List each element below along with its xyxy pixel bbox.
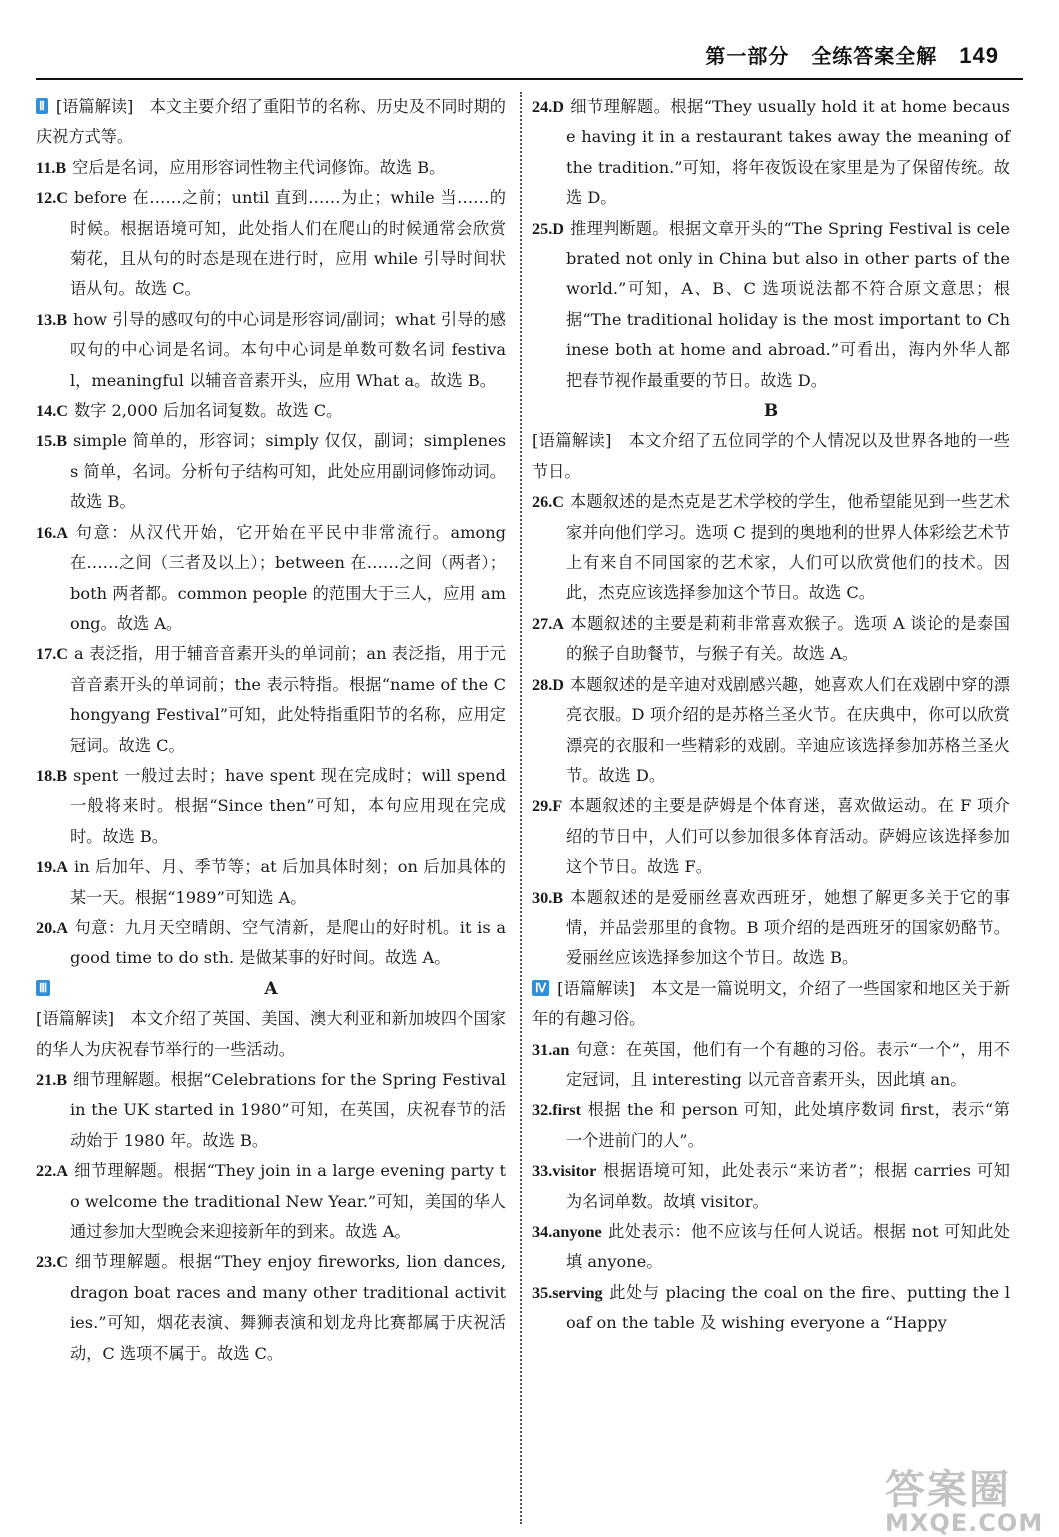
answer-number: 23.C <box>36 1253 68 1272</box>
watermark-text: 答案圈 <box>885 1467 1011 1513</box>
answer-item <box>36 913 506 974</box>
answer-number: 17.C <box>36 645 68 664</box>
part-label: 第一部分 <box>705 44 790 68</box>
answer-list-A-cont <box>532 92 1010 396</box>
answer-list-II <box>36 153 506 974</box>
answer-item <box>532 791 1010 882</box>
answer-item <box>532 214 1010 396</box>
answer-number: 27.A <box>532 614 564 633</box>
section-III-row <box>36 974 506 1004</box>
section-IV-badge: Ⅳ <box>532 980 549 996</box>
answer-item <box>36 1247 506 1369</box>
answer-item <box>36 639 506 761</box>
answer-item <box>36 761 506 852</box>
answer-number: 31.an <box>532 1040 570 1059</box>
answer-number: 14.C <box>36 402 68 421</box>
answer-explanation: 数字 2,000 后加名词复数。故选 C。 <box>73 401 343 421</box>
answer-item <box>36 153 506 183</box>
answer-explanation: 句意：在英国，他们有一个有趣的习俗。表示“一个”，用不定冠词，且 interesting 以元音音素开头，因此填 an。 <box>566 1039 1010 1089</box>
page-header <box>691 40 999 72</box>
answer-number: 19.A <box>36 858 68 877</box>
answer-item <box>36 183 506 305</box>
answer-item <box>36 852 506 913</box>
intro-IV <box>532 974 1010 1035</box>
answer-number: 12.C <box>36 189 68 208</box>
answer-item <box>532 1217 1010 1278</box>
watermark-logo <box>885 1458 1044 1537</box>
answer-number: 24.D <box>532 98 564 116</box>
answer-explanation: 本题叙述的主要是莉莉非常喜欢猴子。选项 A 谈论的是泰国的猴子自助餐节，与猴子有关。故选 A。 <box>566 613 1010 664</box>
header-rule <box>36 78 1023 80</box>
section-III-badge: Ⅲ <box>36 980 50 996</box>
answer-explanation: 细节理解题。根据“They join in a large evening party to welcome the traditional New Year.”可知，美国的华人通过参加大型晚会来迎接新年的到来。故选 A。 <box>70 1161 506 1242</box>
answer-explanation: 细节理解题。根据“They enjoy fireworks, lion dances, dragon boat races and many other traditional activities.”可知，烟花表演、舞狮表演和划龙舟比赛都属于庆祝活动，C 选项不属于。故选 C。 <box>70 1252 506 1363</box>
intro-II-text: [语篇解读] 本文主要介绍了重阳节的名称、历史及不同时期的庆祝方式等。 <box>36 97 506 147</box>
section-B-heading: B <box>763 401 779 422</box>
answer-item <box>532 1095 1010 1156</box>
answer-number: 34.anyone <box>532 1223 602 1242</box>
answer-explanation: spent 一般过去时；have spent 现在完成时；will spend 一般将来时。根据“Since then”可知，本句应用现在完成时。故选 B。 <box>70 765 506 846</box>
answer-number: 33.visitor <box>532 1162 597 1181</box>
answer-item <box>532 883 1010 974</box>
column-divider <box>520 92 522 1524</box>
answer-item <box>532 1156 1010 1217</box>
answer-list-B <box>532 487 1010 974</box>
answer-number: 28.D <box>532 675 564 694</box>
answer-explanation: 细节理解题。根据“They usually hold it at home because having it in a restaurant takes away the meaning of the tradition.”可知，将年夜饭设在家里是为了保留传统。故选 D。 <box>566 97 1010 208</box>
answer-number: 35.serving <box>532 1283 603 1302</box>
answer-explanation: 本题叙述的是辛迪对戏剧感兴趣，她喜欢人们在戏剧中穿的漂亮衣服。D 项介绍的是苏格兰圣火节。在庆典中，你可以欣赏漂亮的衣服和一些精彩的戏剧。辛迪应该选择参加苏格兰圣火节。故选 D。 <box>566 674 1010 785</box>
section-II-badge: Ⅱ <box>36 98 48 114</box>
answer-number: 11.B <box>36 158 67 177</box>
watermark-url: MXQE.COM <box>885 1509 1044 1537</box>
answer-number: 22.A <box>36 1162 68 1181</box>
right-column <box>532 92 1010 1339</box>
answer-explanation: how 引导的感叹句的中心词是形容词/副词；what 引导的感叹句的中心词是名词。本句中心词是单数可数名词 festival，meaningful 以辅音音素开头，应用 What a。故选 B。 <box>70 309 506 390</box>
answer-explanation: 本题叙述的是爱丽丝喜欢西班牙，她想了解更多关于它的事情，并品尝那里的食物。B 项介绍的是西班牙的国家奶酪节。爱丽丝应该选择参加这个节日。故选 B。 <box>566 887 1010 968</box>
answer-number: 32.first <box>532 1101 581 1120</box>
answer-number: 18.B <box>36 766 68 785</box>
answer-number: 20.A <box>36 918 68 937</box>
answer-explanation: 句意：九月天空晴朗、空气清新，是爬山的好时机。it is a good time to do sth. 是做某事的好时间。故选 A。 <box>70 917 506 968</box>
answer-explanation: 根据 the 和 person 可知，此处填序数词 first，表示“第一个进前门的人”。 <box>566 1100 1010 1150</box>
intro-B: [语篇解读] 本文介绍了五位同学的个人情况以及世界各地的一些节日。 <box>532 431 1010 481</box>
section-A-heading: A <box>264 978 278 999</box>
answer-explanation: 推理判断题。根据文章开头的“The Spring Festival is celebrated not only in China but also in other parts of the world.”可知，A、B、C 选项说法都不符合原文意思；根据“The traditional holiday is the most important to Chinese both at home and abroad.”可看出，海内外华人都把春节视作最重要的节日。故选 D。 <box>566 218 1010 390</box>
answer-item <box>36 396 506 426</box>
answer-item <box>532 487 1010 609</box>
answer-list-A <box>36 1065 506 1369</box>
page-number: 149 <box>959 43 999 68</box>
answer-explanation: 细节理解题。根据“Celebrations for the Spring Festival in the UK started in 1980”可知，在英国，庆祝春节的活动始于 1980 年。故选 B。 <box>70 1069 506 1150</box>
answer-explanation: simple 简单的，形容词；simply 仅仅，副词；simpleness 简单，名词。分析句子结构可知，此处应用副词修饰动词。故选 B。 <box>70 431 506 512</box>
answer-explanation: 根据语境可知，此处表示“来访者”；根据 carries 可知为名词单数。故填 visitor。 <box>566 1161 1010 1211</box>
answer-explanation: a 表泛指，用于辅音音素开头的单词前；an 表泛指，用于元音音素开头的单词前；the 表示特指。根据“name of the Chongyang Festival”可知，此处特指重阳节的名称，应用定冠词。故选 C。 <box>70 644 506 755</box>
answer-item <box>532 1035 1010 1096</box>
answer-number: 13.B <box>36 310 68 329</box>
answer-item <box>36 518 506 640</box>
answer-item <box>532 92 1010 214</box>
book-title: 全练答案全解 <box>811 44 938 68</box>
answer-item <box>36 305 506 396</box>
intro-II <box>36 92 506 153</box>
answer-item <box>36 1156 506 1247</box>
answer-explanation: before 在……之前；until 直到……为止；while 当……的时候。根据语境可知，此处指人们在爬山的时候通常会欣赏菊花，且从句的时态是现在进行时，应用 while 引导时间状语从句。故选 C。 <box>70 188 506 299</box>
answer-number: 21.B <box>36 1070 68 1089</box>
answer-item <box>36 1065 506 1156</box>
answer-explanation: in 后加年、月、季节等；at 后加具体时刻；on 后加具体的某一天。根据“1989”可知选 A。 <box>70 857 506 907</box>
answer-number: 26.C <box>532 493 564 512</box>
answer-number: 15.B <box>36 432 68 451</box>
answer-explanation: 句意：从汉代开始，它开始在平民中非常流行。among 在……之间（三者及以上）；between 在……之间（两者）；both 两者都。common people 的范围大于三人，应用 among。故选 A。 <box>70 522 506 633</box>
answer-item <box>532 670 1010 792</box>
answer-explanation: 本题叙述的主要是萨姆是个体育迷，喜欢做运动。在 F 项介绍的节日中，人们可以参加很多体育活动。萨姆应该选择参加这个节日。故选 F。 <box>566 796 1010 877</box>
intro-IV-text: [语篇解读] 本文是一篇说明文，介绍了一些国家和地区关于新年的有趣习俗。 <box>532 978 1010 1029</box>
left-column <box>36 92 506 1369</box>
answer-explanation: 此处表示：他不应该与任何人说话。根据 not 可知此处填 anyone。 <box>566 1222 1010 1272</box>
answer-number: 30.B <box>532 888 564 907</box>
answer-item <box>36 426 506 517</box>
answer-list-IV <box>532 1035 1010 1339</box>
answer-number: 16.A <box>36 523 68 542</box>
answer-item <box>532 1278 1010 1339</box>
intro-A: [语篇解读] 本文介绍了英国、美国、澳大利亚和新加坡四个国家的华人为庆祝春节举行的一些活动。 <box>36 1009 506 1059</box>
answer-explanation: 本题叙述的是杰克是艺术学校的学生，他希望能见到一些艺术家并向他们学习。选项 C 提到的奥地利的世界人体彩绘艺术节上有来自不同国家的艺术家，人们可以欣赏他们的技术。因此，杰克应该选择参加这个节日。故选 C。 <box>566 492 1010 603</box>
answer-item <box>532 609 1010 670</box>
answer-number: 29.F <box>532 797 563 816</box>
answer-explanation: 此处与 placing the coal on the fire、putting the loaf on the table 及 wishing everyone a “Happy <box>566 1282 1010 1333</box>
answer-explanation: 空后是名词，应用形容词性物主代词修饰。故选 B。 <box>72 157 446 177</box>
answer-number: 25.D <box>532 219 564 238</box>
